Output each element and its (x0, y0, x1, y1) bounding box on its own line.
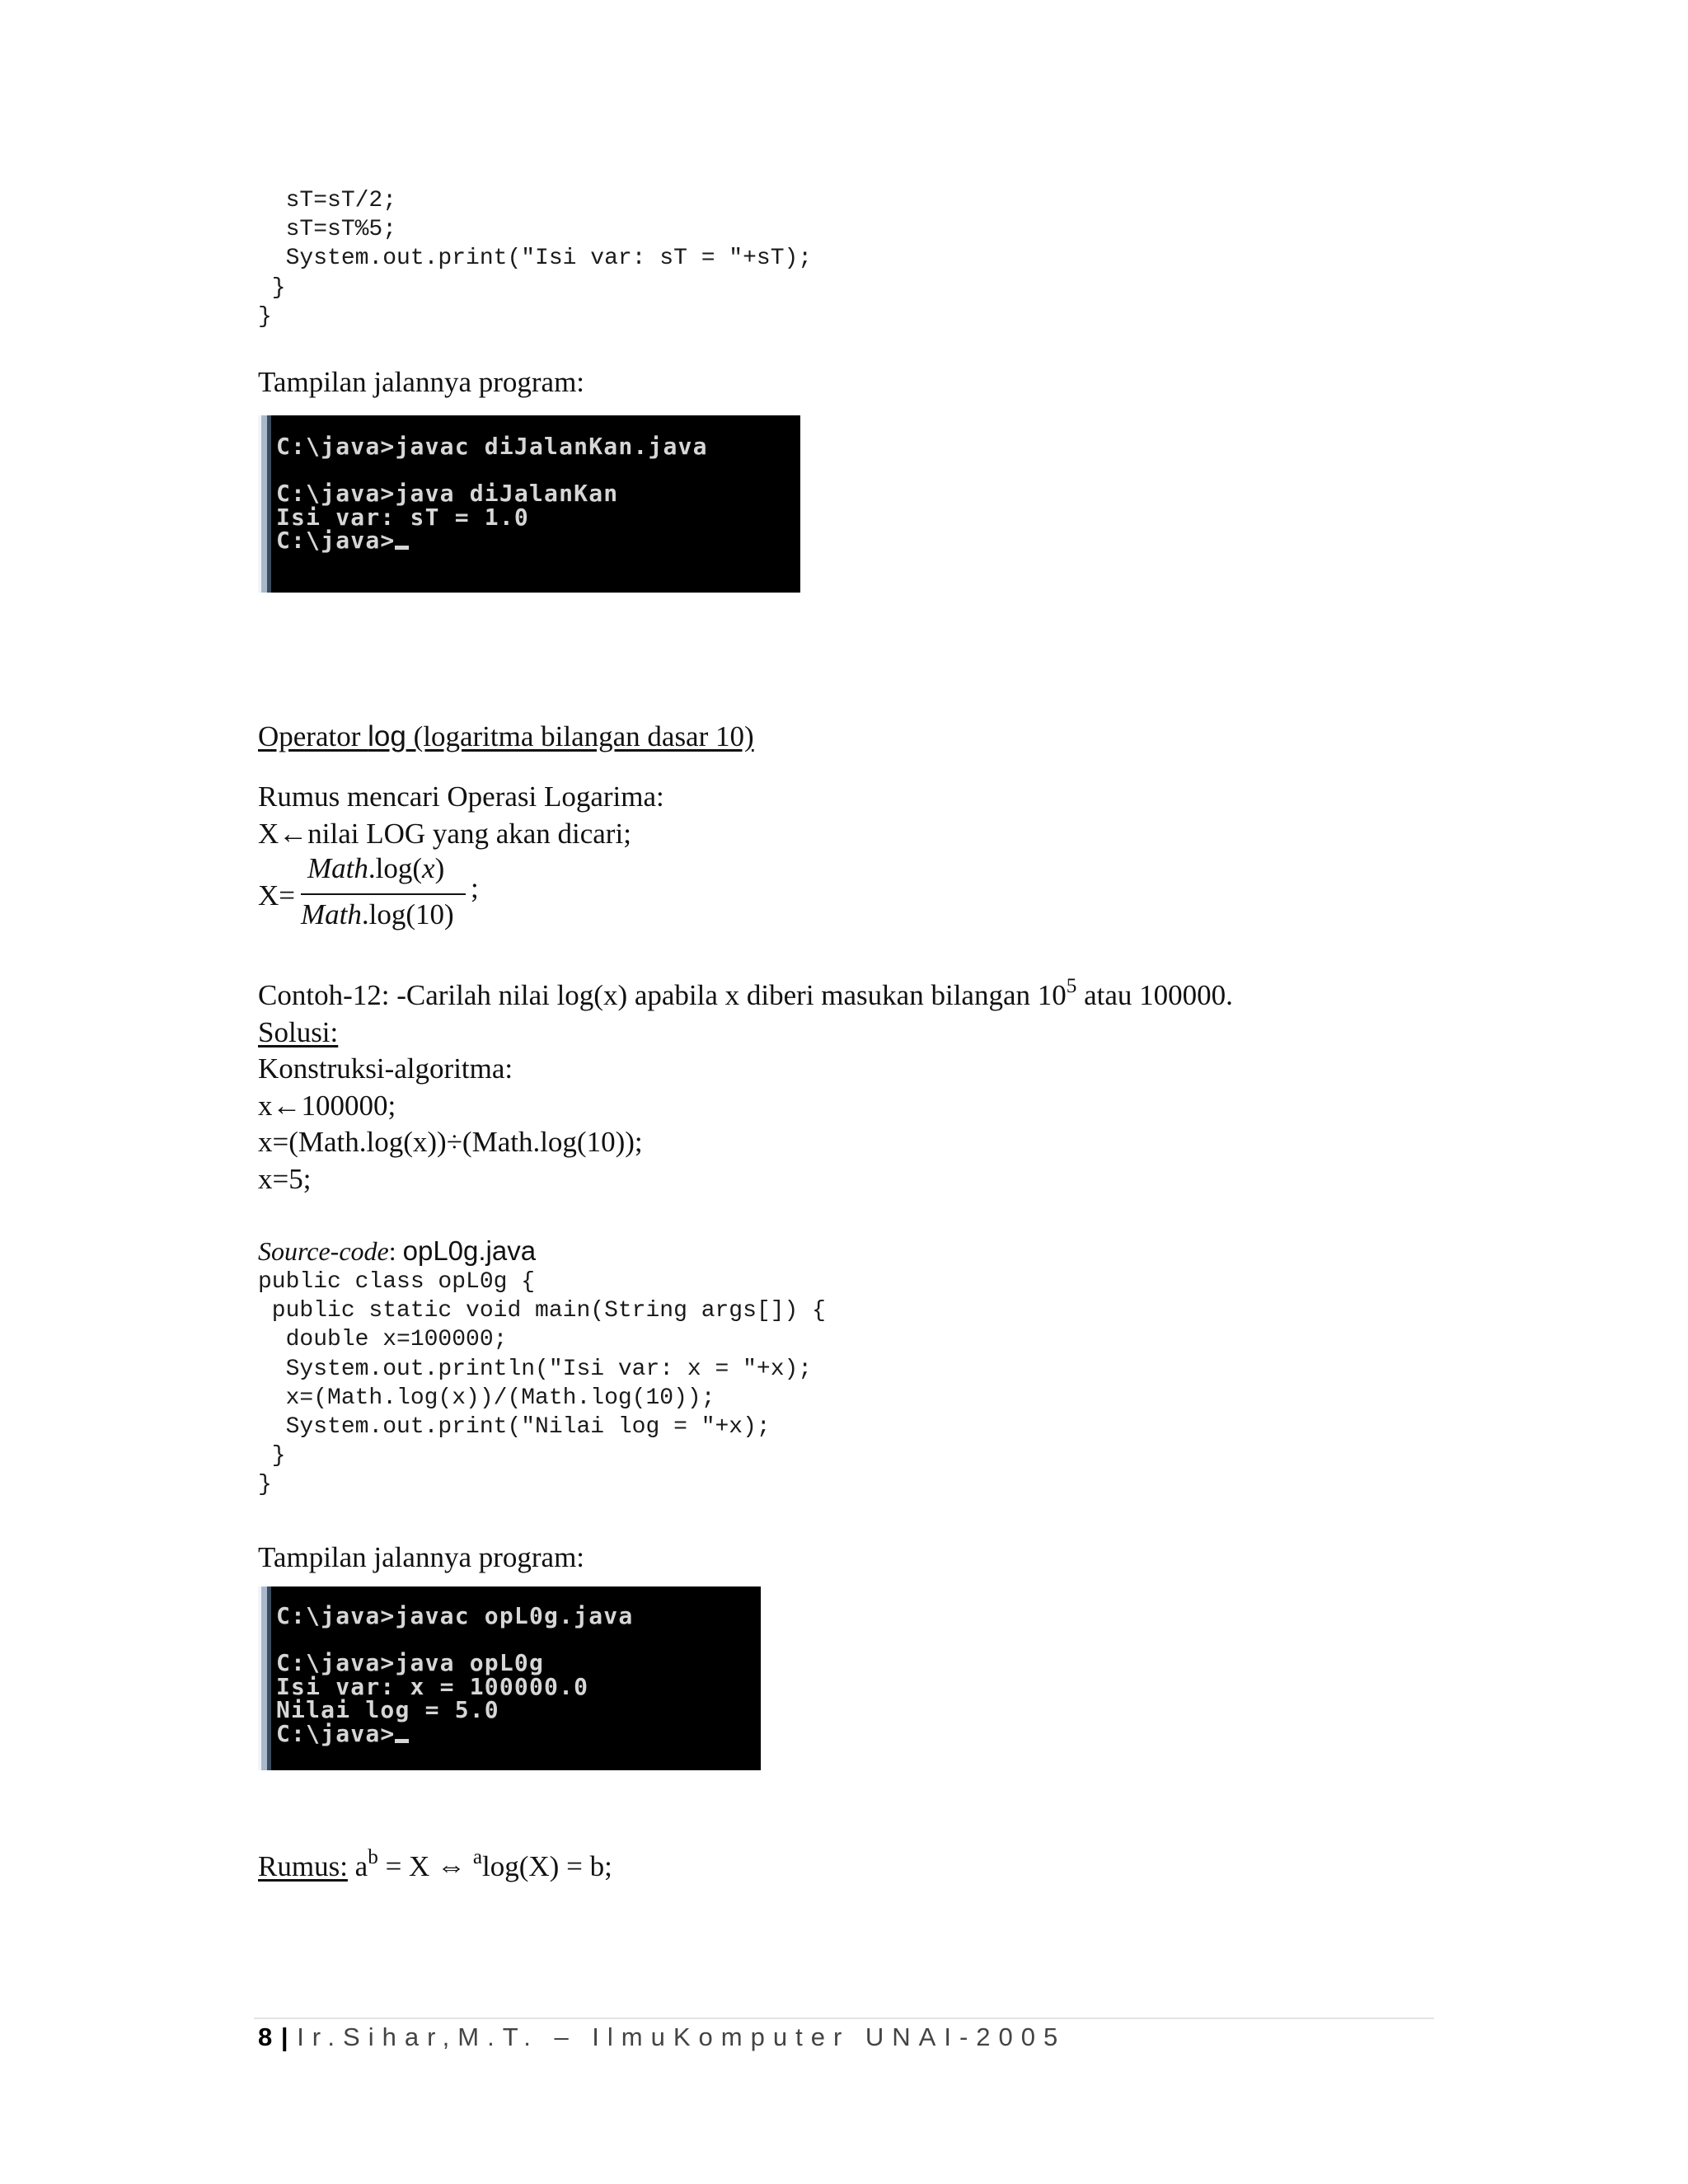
terminal-screenshot-1 (258, 415, 800, 593)
code-line: x=(Math.log(x))/(Math.log(10)); (258, 1385, 715, 1411)
code-line: public static void main(String args[]) { (258, 1298, 826, 1324)
formula-assign-text: X←nilai LOG yang akan dicari; (258, 817, 631, 850)
algorithm-step: x=(Math.log(x))÷(Math.log(10)); (258, 1126, 643, 1158)
fraction-bar (301, 893, 466, 895)
rumus-line (258, 1845, 612, 1886)
source-code-colon: : (388, 1236, 403, 1266)
terminal-output (276, 435, 708, 553)
section-title-keyword: log (368, 720, 406, 752)
example-text-end: atau 100000. (1076, 979, 1233, 1011)
footer-text: Ir.Sihar,M.T. – IlmuKomputer UNAI-2005 (297, 2022, 1067, 2051)
rumus-label: Rumus: (258, 1850, 348, 1882)
example-text: Contoh-12: -Carilah nilai log(x) apabila x diberi masukan bilangan 10 (258, 979, 1067, 1011)
code-line: System.out.print("Nilai log = "+x); (258, 1414, 771, 1441)
terminal-line: C:\java>java diJalanKan (276, 480, 619, 507)
code-line: public class opL0g { (258, 1269, 536, 1295)
code-line: sT=sT/2; (258, 188, 397, 213)
numerator-class: Math (307, 852, 368, 884)
numerator-method: .log( (368, 852, 423, 884)
source-code-label (258, 1233, 536, 1270)
code-line: System.out.print("Isi var: sT = "+sT); (258, 246, 813, 272)
code-line: double x=100000; (258, 1327, 508, 1353)
solution-label: Solusi: (258, 1015, 339, 1048)
formula-intro (258, 779, 664, 852)
terminal-line: Isi var: x = 100000.0 (276, 1672, 589, 1700)
section-title (258, 719, 754, 756)
formula-semicolon: ; (471, 872, 479, 904)
cursor-icon (395, 546, 409, 550)
numerator-close: ) (434, 852, 445, 884)
terminal-line: C:\java> (276, 527, 396, 554)
window-border (258, 1586, 271, 1770)
page-footer (258, 2022, 1066, 2052)
formula-numerator (307, 852, 444, 885)
rumus-exponent: b (368, 1845, 378, 1868)
example-exponent: 5 (1066, 974, 1077, 997)
terminal-output (276, 1602, 634, 1747)
code-line: } (258, 303, 272, 330)
denominator-method: .log(10) (361, 898, 454, 930)
code-block-bottom (258, 1268, 826, 1500)
terminal-screenshot-2 (258, 1586, 761, 1770)
code-line: } (258, 1443, 286, 1469)
rumus-base: a (354, 1850, 368, 1882)
algorithm-step: x←100000; (258, 1089, 396, 1122)
cursor-icon (395, 1739, 409, 1743)
footer-divider (254, 2018, 1434, 2019)
rumus-log-expr: log(X) = b; (482, 1850, 612, 1882)
code-line: } (258, 274, 286, 301)
page-number: 8 (258, 2022, 274, 2051)
rumus-log-base: a (472, 1845, 483, 1868)
example-block (258, 974, 1233, 1197)
code-block-top (258, 186, 812, 331)
terminal-line: C:\java> (276, 1719, 396, 1747)
algorithm-label: Konstruksi-algoritma: (258, 1052, 513, 1085)
algorithm-step: x=5; (258, 1162, 312, 1195)
footer-separator: | (280, 2022, 290, 2051)
source-code-label-text: Source-code (258, 1236, 389, 1266)
numerator-var: x (422, 852, 435, 884)
section-title-suffix: (logaritma bilangan dasar 10) (406, 720, 754, 752)
program-output-heading-1: Tampilan jalannya program: (258, 366, 585, 398)
code-line: } (258, 1472, 272, 1498)
window-border (258, 415, 271, 593)
formula-denominator (301, 898, 454, 931)
rumus-equivalence: = X ⇔ (377, 1850, 473, 1882)
code-line: System.out.println("Isi var: x = "+x); (258, 1356, 813, 1382)
log-formula (258, 852, 505, 943)
program-output-heading-2: Tampilan jalannya program: (258, 1541, 585, 1573)
terminal-line: C:\java>javac diJalanKan.java (276, 433, 708, 460)
terminal-line: Nilai log = 5.0 (276, 1696, 499, 1723)
formula-lhs: X= (258, 879, 296, 912)
terminal-line: C:\java>javac opL0g.java (276, 1602, 634, 1629)
denominator-class: Math (301, 898, 362, 930)
formula-intro-text: Rumus mencari Operasi Logarima: (258, 780, 664, 813)
section-title-prefix: Operator (258, 720, 368, 752)
example-statement (258, 974, 1233, 1015)
source-filename: opL0g.java (402, 1235, 537, 1266)
terminal-line: Isi var: sT = 1.0 (276, 503, 529, 531)
code-line: sT=sT%5; (258, 217, 397, 243)
terminal-line: C:\java>java opL0g (276, 1649, 545, 1676)
